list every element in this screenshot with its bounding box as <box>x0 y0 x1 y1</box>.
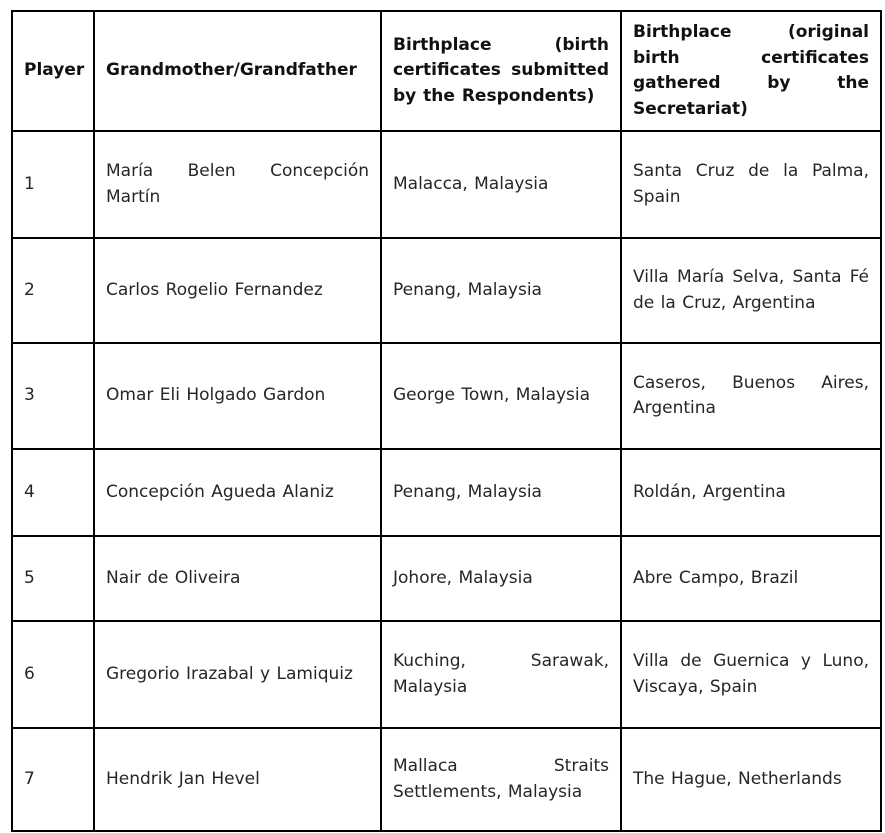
birthplace-submitted: Kuching, Sarawak, Malaysia <box>381 621 621 728</box>
player-number: 1 <box>12 131 94 238</box>
table-row <box>12 238 881 343</box>
column-header-birthplace-original: Birthplace (original birth certificates gathered by the Secretariat) <box>621 11 881 131</box>
grandparent-name: Carlos Rogelio Fernandez <box>94 238 381 343</box>
grandparent-name: Concepción Agueda Alaniz <box>94 449 381 536</box>
grandparent-name: Gregorio Irazabal y Lamiquiz <box>94 621 381 728</box>
column-header-birthplace-submitted: Birthplace (birth certificates submitted by the Respondents) <box>381 11 621 131</box>
birthplace-submitted: Mallaca Straits Settlements, Malaysia <box>381 728 621 831</box>
table-row <box>12 131 881 238</box>
table-row <box>12 343 881 449</box>
player-number: 5 <box>12 536 94 621</box>
table-row <box>12 536 881 621</box>
grandparent-name: Omar Eli Holgado Gardon <box>94 343 381 449</box>
birthplace-original: Santa Cruz de la Palma, Spain <box>621 131 881 238</box>
player-number: 2 <box>12 238 94 343</box>
player-number: 4 <box>12 449 94 536</box>
birthplace-submitted: George Town, Malaysia <box>381 343 621 449</box>
table-row <box>12 449 881 536</box>
birthplace-table <box>11 10 882 832</box>
player-number: 6 <box>12 621 94 728</box>
birthplace-original: Roldán, Argentina <box>621 449 881 536</box>
grandparent-name: María Belen Concepción Martín <box>94 131 381 238</box>
player-number: 7 <box>12 728 94 831</box>
birthplace-submitted: Penang, Malaysia <box>381 238 621 343</box>
grandparent-name: Nair de Oliveira <box>94 536 381 621</box>
table-row <box>12 728 881 831</box>
birthplace-original: Caseros, Buenos Aires, Argentina <box>621 343 881 449</box>
table-header-row <box>12 11 881 131</box>
column-header-player: Player <box>12 11 94 131</box>
birthplace-submitted: Malacca, Malaysia <box>381 131 621 238</box>
birthplace-original: The Hague, Netherlands <box>621 728 881 831</box>
grandparent-name: Hendrik Jan Hevel <box>94 728 381 831</box>
birthplace-submitted: Penang, Malaysia <box>381 449 621 536</box>
table-row <box>12 621 881 728</box>
birthplace-original: Abre Campo, Brazil <box>621 536 881 621</box>
column-header-grandparent: Grandmother/Grandfather <box>94 11 381 131</box>
birthplace-original: Villa de Guernica y Luno, Viscaya, Spain <box>621 621 881 728</box>
birthplace-submitted: Johore, Malaysia <box>381 536 621 621</box>
birthplace-original: Villa María Selva, Santa Fé de la Cruz, Argentina <box>621 238 881 343</box>
player-number: 3 <box>12 343 94 449</box>
